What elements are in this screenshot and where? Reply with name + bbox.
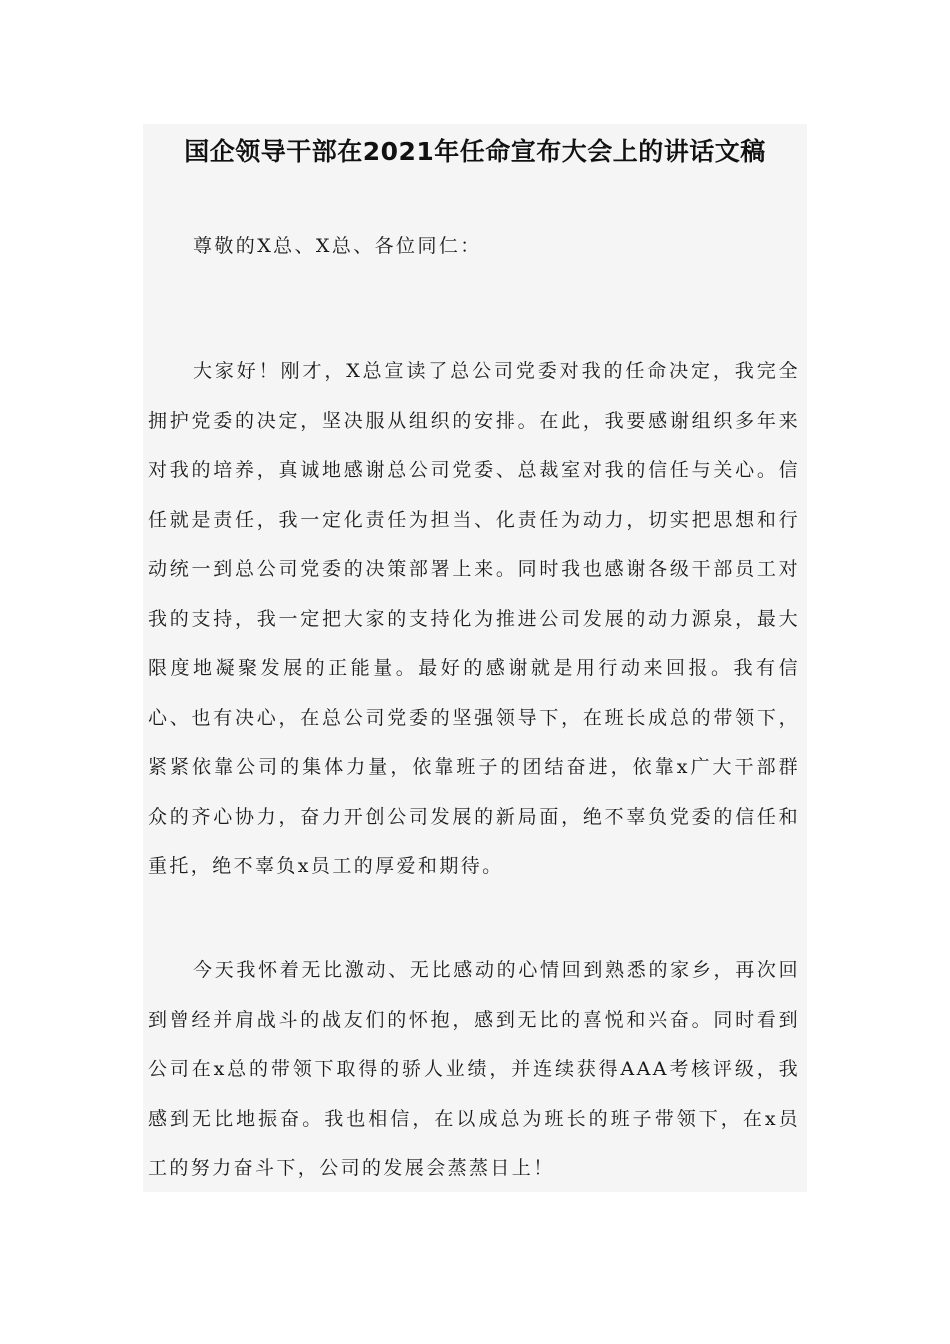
document-title: 国企领导干部在2021年任命宣布大会上的讲话文稿 — [184, 137, 766, 166]
greeting-paragraph: 尊敬的X总、X总、各位同仁： — [193, 235, 482, 257]
body-paragraph: 大家好！刚才，X总宣读了总公司党委对我的任命决定，我完全拥护党委的决定，坚决服从组织的安排。在此，我要感谢组织多年来对我的培养，真诚地感谢总公司党委、总裁室对我的信任与关心。信任就是责任，我一定化责任为担当、化责任为动力，切实把思想和行动统一到总公司党委的决策部署上来。同时我也感谢各级干部员工对我的支持，我一定把大家的支持化为推进公司发展的动力源泉，最大限度地凝聚发展的正能量。最好的感谢就是用行动来回报。我有信心、也有决心，在总公司党委的坚强领导下，在班长成总的带领下，紧紧依靠公司的集体力量，依靠班子的团结奋进，依靠x广大干部群众的齐心协力，奋力开创公司发展的新局面，绝不辜负党委的信任和重托，绝不辜负x员工的厚爱和期待。 — [148, 360, 800, 877]
body-paragraph: 今天我怀着无比激动、无比感动的心情回到熟悉的家乡，再次回到曾经并肩战斗的战友们的怀抱，感到无比的喜悦和兴奋。同时看到公司在x总的带领下取得的骄人业绩，并连续获得AAA考核评级，我感到无比地振奋。我也相信，在以成总为班长的班子带领下，在x员工的努力奋斗下，公司的发展会蒸蒸日上！ — [148, 959, 800, 1179]
